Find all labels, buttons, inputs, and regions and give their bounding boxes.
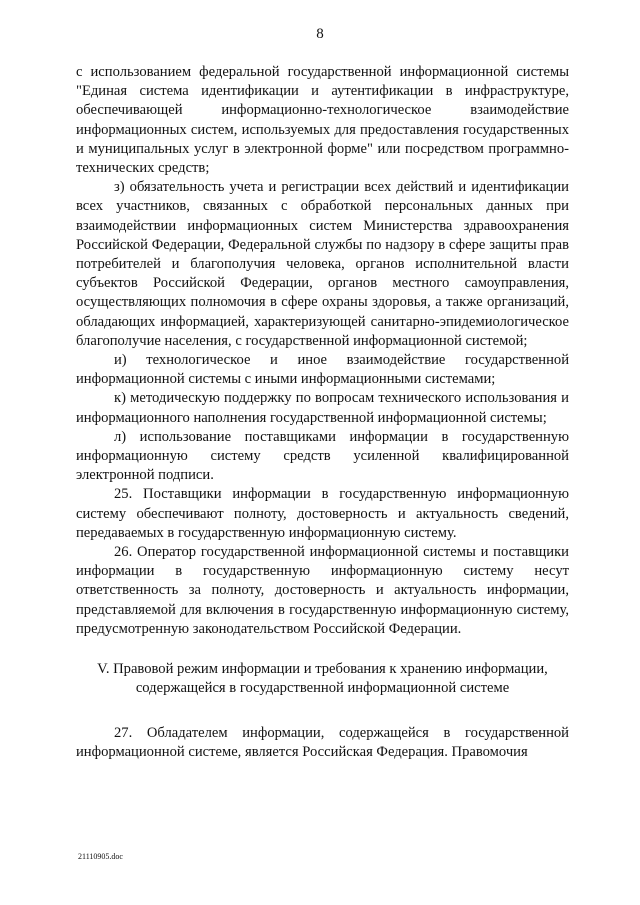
paragraph-27: 27. Обладателем информации, содержащейся в государственной информационной системе, является Российская Федерация. Правомочия (76, 725, 569, 761)
paragraph-item-i: и) технологическое и иное взаимодействие государственной информационной системы с иными информационными системами; (76, 352, 569, 388)
section-heading-line-2: содержащейся в государственной информационной системе (135, 680, 510, 697)
spacer (76, 698, 569, 724)
paragraph-item-l: л) использование поставщиками информации в государственную информационную систему средств усиленной квалифицированной электронной подписи. (76, 428, 569, 484)
section-heading-line-1: V. Правовой режим информации и требования к хранению информации, (97, 661, 548, 678)
page-number: 8 (316, 26, 324, 42)
document-body (76, 63, 569, 763)
paragraph-26: 26. Оператор государственной информационной системы и поставщики информации в государственную информационную систему несут ответственность за полноту, достоверность и актуальность информации, представляемой для включения в государственную информационную систему, предусмотренную законодательством Российской Федерации. (76, 544, 569, 637)
paragraph-continuation: с использованием федеральной государственной информационной системы "Единая система идентификации и аутентификации в инфраструктуре, обеспечивающей информационно-технологическое взаимодействие информационных систем, используемых для предоставления государственных и муниципальных услуг в электронной форме" или посредством программно-технических средств; (76, 64, 569, 177)
paragraph-item-z: з) обязательность учета и регистрации всех действий и идентификации всех участников, связанных с обработкой персональных данных при взаимодействии информационных систем Министерства здравоохранения Российской Федерации, Федеральной службы по надзору в сфере защиты прав потребителей и благополучия человека, органов исполнительной власти субъектов Российской Федерации, органов местного самоуправления, осуществляющих полномочия в сфере охраны здоровья, а также организаций, обладающих информацией, характеризующей санитарно-эпидемиологическое благополучие населения, с государственной информационной системой; (76, 179, 569, 349)
document-code: 21110905.doc (78, 852, 123, 861)
paragraph-25: 25. Поставщики информации в государственную информационную систему обеспечивают полноту, достоверность и актуальность сведений, передаваемых в государственную информационную систему. (76, 486, 569, 541)
section-heading (76, 660, 569, 698)
paragraph-item-k: к) методическую поддержку по вопросам технического использования и информационного наполнения государственной информационной системы; (76, 390, 569, 426)
